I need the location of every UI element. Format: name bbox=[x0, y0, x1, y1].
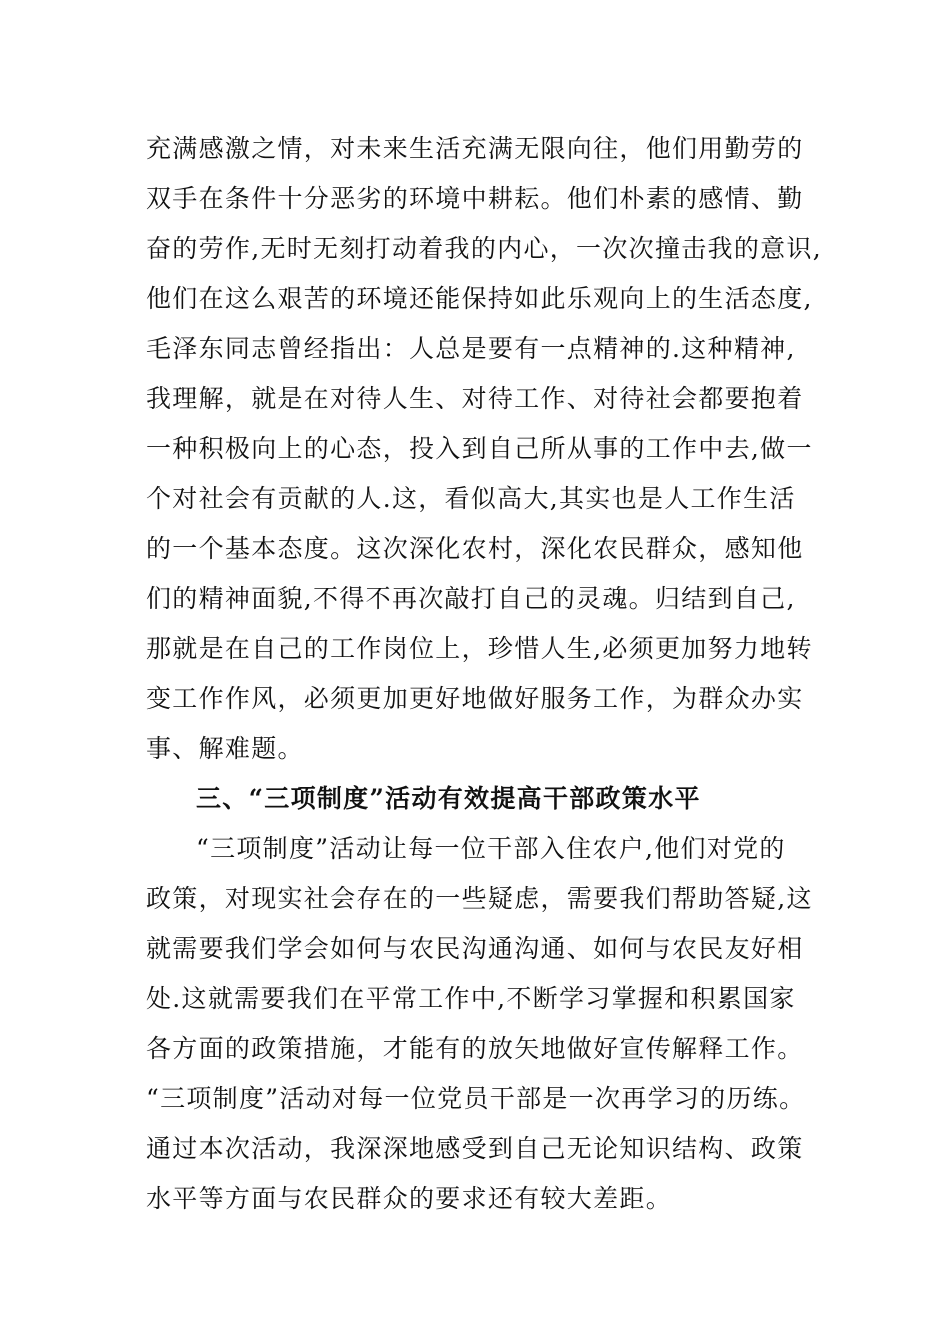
section-heading: 三、“三项制度”活动有效提高干部政策水平 bbox=[196, 784, 701, 813]
body-line: 那就是在自己的工作岗位上，珍惜人生,必须更加努力地转 bbox=[146, 634, 813, 663]
body-line: 的一个基本态度。这次深化农村，深化农民群众，感知他 bbox=[146, 534, 804, 563]
body-line: 毛泽东同志曾经指出：人总是要有一点精神的.这种精神, bbox=[146, 334, 796, 363]
body-line: 事、解难题。 bbox=[146, 734, 304, 763]
body-line: 双手在条件十分恶劣的环境中耕耘。他们朴素的感情、勤 bbox=[146, 184, 804, 213]
body-line: “三项制度”活动让每一位干部入住农户,他们对党的 bbox=[196, 834, 786, 863]
body-line: 政策，对现实社会存在的一些疑虑，需要我们帮助答疑,这 bbox=[146, 884, 813, 913]
body-line: 们的精神面貌,不得不再次敲打自己的灵魂。归结到自己, bbox=[146, 584, 796, 613]
body-line: 我理解，就是在对待人生、对待工作、对待社会都要抱着 bbox=[146, 384, 804, 413]
body-line: 水平等方面与农民群众的要求还有较大差距。 bbox=[146, 1184, 673, 1213]
body-line: 一种积极向上的心态，投入到自己所从事的工作中去,做一 bbox=[146, 434, 813, 463]
body-line: 奋的劳作,无时无刻打动着我的内心，一次次撞击我的意识, bbox=[146, 234, 822, 263]
body-line: 个对社会有贡献的人.这，看似高大,其实也是人工作生活 bbox=[146, 484, 796, 513]
body-line: 各方面的政策措施，才能有的放矢地做好宣传解释工作。 bbox=[146, 1034, 804, 1063]
body-line: 他们在这么艰苦的环境还能保持如此乐观向上的生活态度, bbox=[146, 284, 813, 313]
body-line: 处.这就需要我们在平常工作中,不断学习掌握和积累国家 bbox=[146, 984, 796, 1013]
body-line: “三项制度”活动对每一位党员干部是一次再学习的历练。 bbox=[146, 1084, 806, 1113]
body-line: 就需要我们学会如何与农民沟通沟通、如何与农民友好相 bbox=[146, 934, 804, 963]
body-line: 充满感激之情，对未来生活充满无限向往，他们用勤劳的 bbox=[146, 134, 804, 163]
body-line: 变工作作风，必须更加更好地做好服务工作，为群众办实 bbox=[146, 684, 804, 713]
body-line: 通过本次活动，我深深地感受到自己无论知识结构、政策 bbox=[146, 1134, 804, 1163]
